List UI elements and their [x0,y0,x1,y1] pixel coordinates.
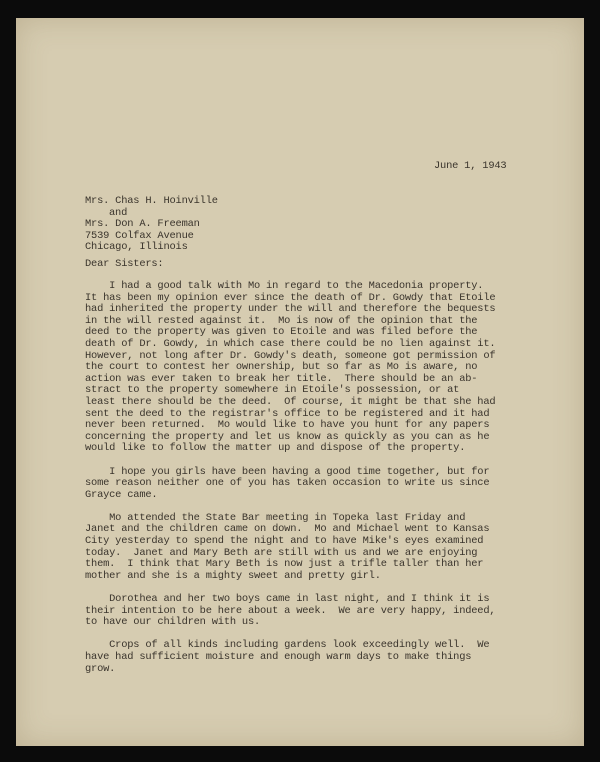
text-line: grow. [85,662,116,675]
text-line: action was ever taken to break her title. There should be an ab- [85,372,478,385]
text-line: mother and she is a mighty sweet and pretty girl. [85,569,381,582]
text-line: deed to the property was given to Etoile and was filed before the [85,326,478,339]
paragraph-bar-meeting [85,513,545,583]
text-line: City yesterday to spend the night and to have Mike's eyes examined [85,535,484,548]
paragraph-dorothea [85,594,545,629]
paragraph-crops [85,640,545,675]
recipient-line: Mrs. Chas H. Hoinville [85,195,218,207]
recipient-line: Mrs. Don A. Freeman [85,218,200,231]
text-line: However, not long after Dr. Gowdy's death, someone got permission of [85,349,496,362]
text-line: Janet and the children came on down. Mo and Michael went to Kansas [85,523,490,536]
letter-page [16,18,584,746]
paragraph-good-time [85,467,545,502]
text-line: It has been my opinion ever since the death of Dr. Gowdy that Etoile [85,291,496,304]
letter-body [85,281,545,687]
text-line: have had sufficient moisture and enough warm days to make things [85,651,472,663]
text-line: had inherited the property under the will and therefore the bequests [85,303,496,316]
text-line: their intention to be here about a week. We are very happy, indeed, [85,604,496,617]
recipient-line: 7539 Colfax Avenue [85,229,194,242]
text-line: least there should be the deed. Of course, it might be that she had [85,395,496,408]
text-line: Crops of all kinds including gardens look exceedingly well. We [85,639,490,652]
text-line: death of Dr. Gowdy, in which case there could be no lien against it. [85,337,496,350]
text-line: to have our children with us. [85,616,261,629]
text-line: some reason neither one of you has taken occasion to write us since [85,477,490,490]
text-line: I had a good talk with Mo in regard to the Macedonia property. [85,280,484,292]
text-line: concerning the property and let us know as quickly as you can as he [85,430,490,443]
text-line: never been returned. Mo would like to have you hunt for any papers [85,419,490,432]
recipient-line: and [109,206,128,219]
text-line: the court to contest her ownership, but so far as Mo is aware, no [85,361,478,374]
text-line: Dorothea and her two boys came in last night, and I think it is [85,593,490,606]
text-line: Mo attended the State Bar meeting in Topeka last Friday and [85,511,466,524]
text-line: Grayce came. [85,488,158,501]
recipient-line: Chicago, Illinois [85,241,188,254]
paragraph-property [85,281,545,455]
text-line: in the will rested against it. Mo is now of the opinion that the [85,314,478,327]
text-line: stract to the property somewhere in Etoile's possession, or at [85,384,460,397]
text-line: today. Janet and Mary Beth are still with us and we are enjoying [85,546,478,559]
text-line: I hope you girls have been having a good time together, but for [85,465,490,478]
text-line: would like to follow the matter up and dispose of the property. [85,442,466,455]
letter-date: June 1, 1943 [434,160,507,172]
text-line: them. I think that Mary Beth is now just a trifle taller than her [85,558,484,571]
text-line: sent the deed to the registrar's office to be registered and it had [85,407,490,420]
salutation: Dear Sisters: [85,258,164,270]
recipient-address-block [85,196,218,254]
